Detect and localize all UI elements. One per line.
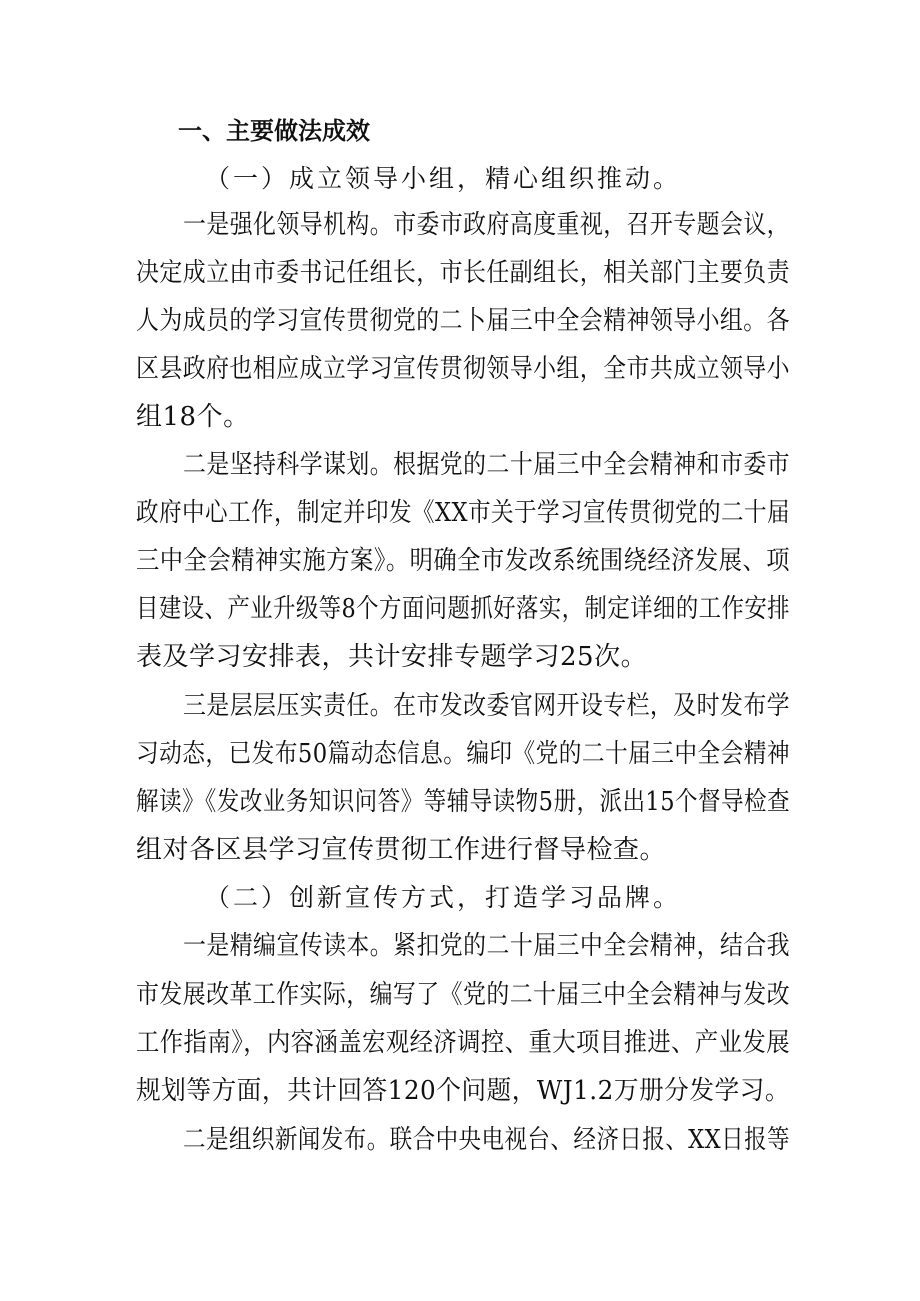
paragraph-line: 习动态，已发布50篇动态信息。编印《党的二十届三中全会精神 [136,739,791,769]
paragraph-line: 二是坚持科学谋划。根据党的二十届三中全会精神和市委市 [183,450,791,480]
paragraph-line: 二是组织新闻发布。联合中央电视台、经济日报、XX日报等 [183,1125,791,1155]
paragraph-line: 解读》《发改业务知识问答》等辅导读物5册，派出15个督导检查 [136,787,791,817]
paragraph-line: 工作指南》，内容涵盖宏观经济调控、重大项目推进、产业发展 [136,1028,790,1058]
paragraph-line: 三中全会精神实施方案》。明确全市发改系统围绕经济发展、项 [136,546,790,576]
paragraph-line: 政府中心工作，制定并印发《XX市关于学习宣传贯彻党的二十届 [136,498,790,528]
paragraph-line: 市发展改革工作实际，编写了《党的二十届三中全会精神与发改 [136,980,791,1010]
paragraph-line: 目建设、产业升级等8个方面问题抓好落实，制定详细的工作安排 [136,594,790,624]
paragraph-line: 组18个。 [136,402,250,432]
paragraph-line: 表及学习安排表，共计安排专题学习25次。 [136,642,648,672]
paragraph-line: 组对各区县学习宣传贯彻工作进行督导检查。 [136,835,667,865]
paragraph-line: 规划等方面，共计回答120个问题，WJ1.2万册分发学习。 [136,1076,790,1106]
paragraph-line: 人为成员的学习宣传贯彻党的二卜届三中全会精神领导小组。各 [136,306,791,336]
subsection-title-1: （一）成立领导小组，精心组织推动。 [205,164,682,193]
paragraph-line: 一是精编宣传读本。紧扣党的二十届三中全会精神，结合我 [183,931,791,961]
paragraph-line: 三是层层压实责任。在市发改委官网开设专栏，及时发布学 [183,691,791,721]
paragraph-line: 区县政府也相应成立学习宣传贯彻领导小组，全市共成立领导小 [136,354,791,384]
subsection-title-2: （二）创新宣传方式，打造学习品牌。 [205,883,682,912]
paragraph-line: 一是强化领导机构。市委市政府高度重视，召开专题会议， [183,210,791,240]
section-heading: 一、主要做法成效 [178,117,370,145]
paragraph-line: 决定成立由市委书记任组长，市长任副组长，相关部门主要负责 [136,258,791,288]
